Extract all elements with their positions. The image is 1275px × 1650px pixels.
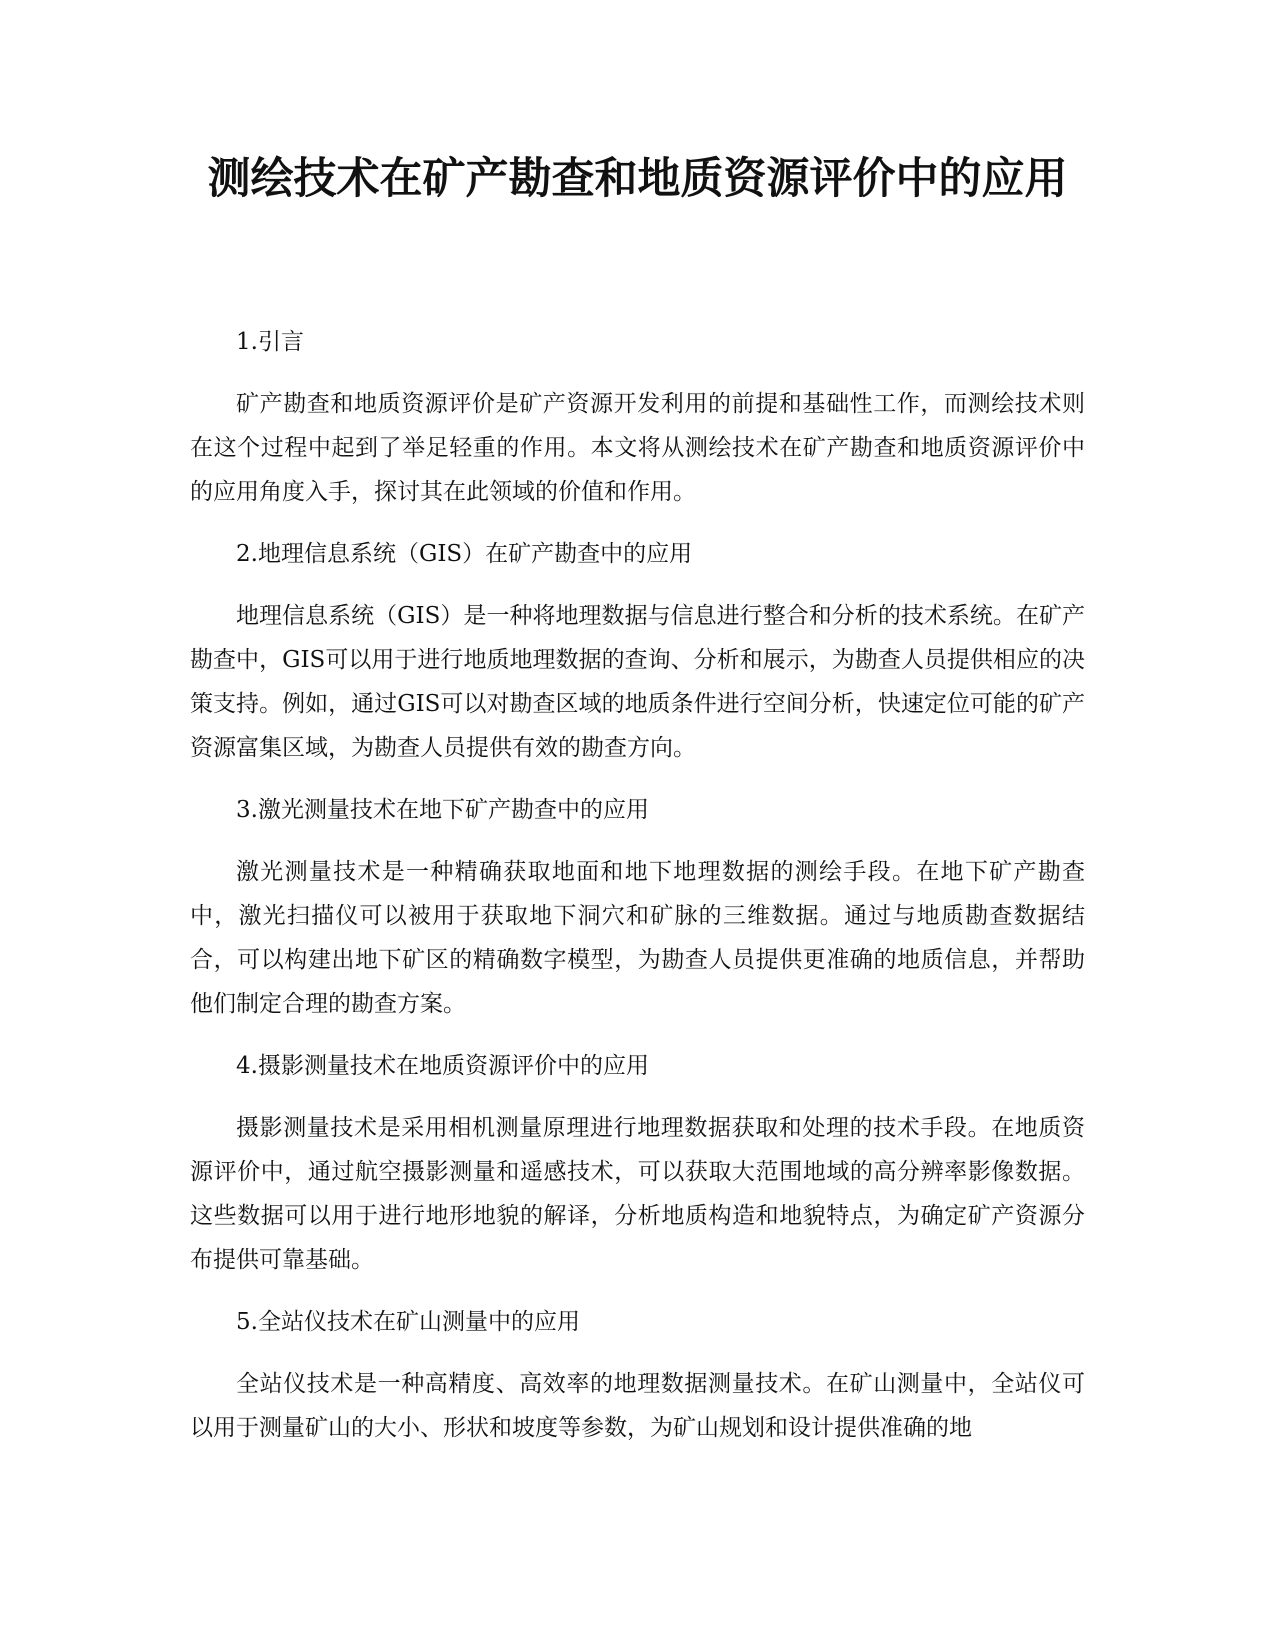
section-paragraph-4: 摄影测量技术是采用相机测量原理进行地理数据获取和处理的技术手段。在地质资源评价中，通过航空摄影测量和遥感技术，可以获取大范围地域的高分辨率影像数据。这些数据可以用于进行地形地貌的解译，分析地质构造和地貌特点，为确定矿产资源分布提供可靠基础。 [190, 1115, 1085, 1273]
section-paragraph-3: 激光测量技术是一种精确获取地面和地下地理数据的测绘手段。在地下矿产勘查中，激光扫描仪可以被用于获取地下洞穴和矿脉的三维数据。通过与地质勘查数据结合，可以构建出地下矿区的精确数字模型，为勘查人员提供更准确的地质信息，并帮助他们制定合理的勘查方案。 [190, 859, 1085, 1017]
section-heading-2: 2.地理信息系统（GIS）在矿产勘查中的应用 [236, 541, 693, 567]
document-body [190, 320, 1085, 1450]
section-heading-3: 3.激光测量技术在地下矿产勘查中的应用 [236, 797, 649, 823]
document-title: 测绘技术在矿产勘查和地质资源评价中的应用 [207, 154, 1068, 204]
section-heading-4: 4.摄影测量技术在地质资源评价中的应用 [236, 1053, 649, 1079]
section-heading-1: 1.引言 [236, 329, 304, 355]
section-paragraph-1: 矿产勘查和地质资源评价是矿产资源开发利用的前提和基础性工作，而测绘技术则在这个过程中起到了举足轻重的作用。本文将从测绘技术在矿产勘查和地质资源评价中的应用角度入手，探讨其在此领域的价值和作用。 [190, 391, 1085, 505]
section-paragraph-2: 地理信息系统（GIS）是一种将地理数据与信息进行整合和分析的技术系统。在矿产勘查中，GIS可以用于进行地质地理数据的查询、分析和展示，为勘查人员提供相应的决策支持。例如，通过GIS可以对勘查区域的地质条件进行空间分析，快速定位可能的矿产资源富集区域，为勘查人员提供有效的勘查方向。 [190, 603, 1085, 761]
section-heading-5: 5.全站仪技术在矿山测量中的应用 [236, 1309, 580, 1335]
section-paragraph-5: 全站仪技术是一种高精度、高效率的地理数据测量技术。在矿山测量中，全站仪可以用于测量矿山的大小、形状和坡度等参数，为矿山规划和设计提供准确的地 [190, 1371, 1085, 1441]
